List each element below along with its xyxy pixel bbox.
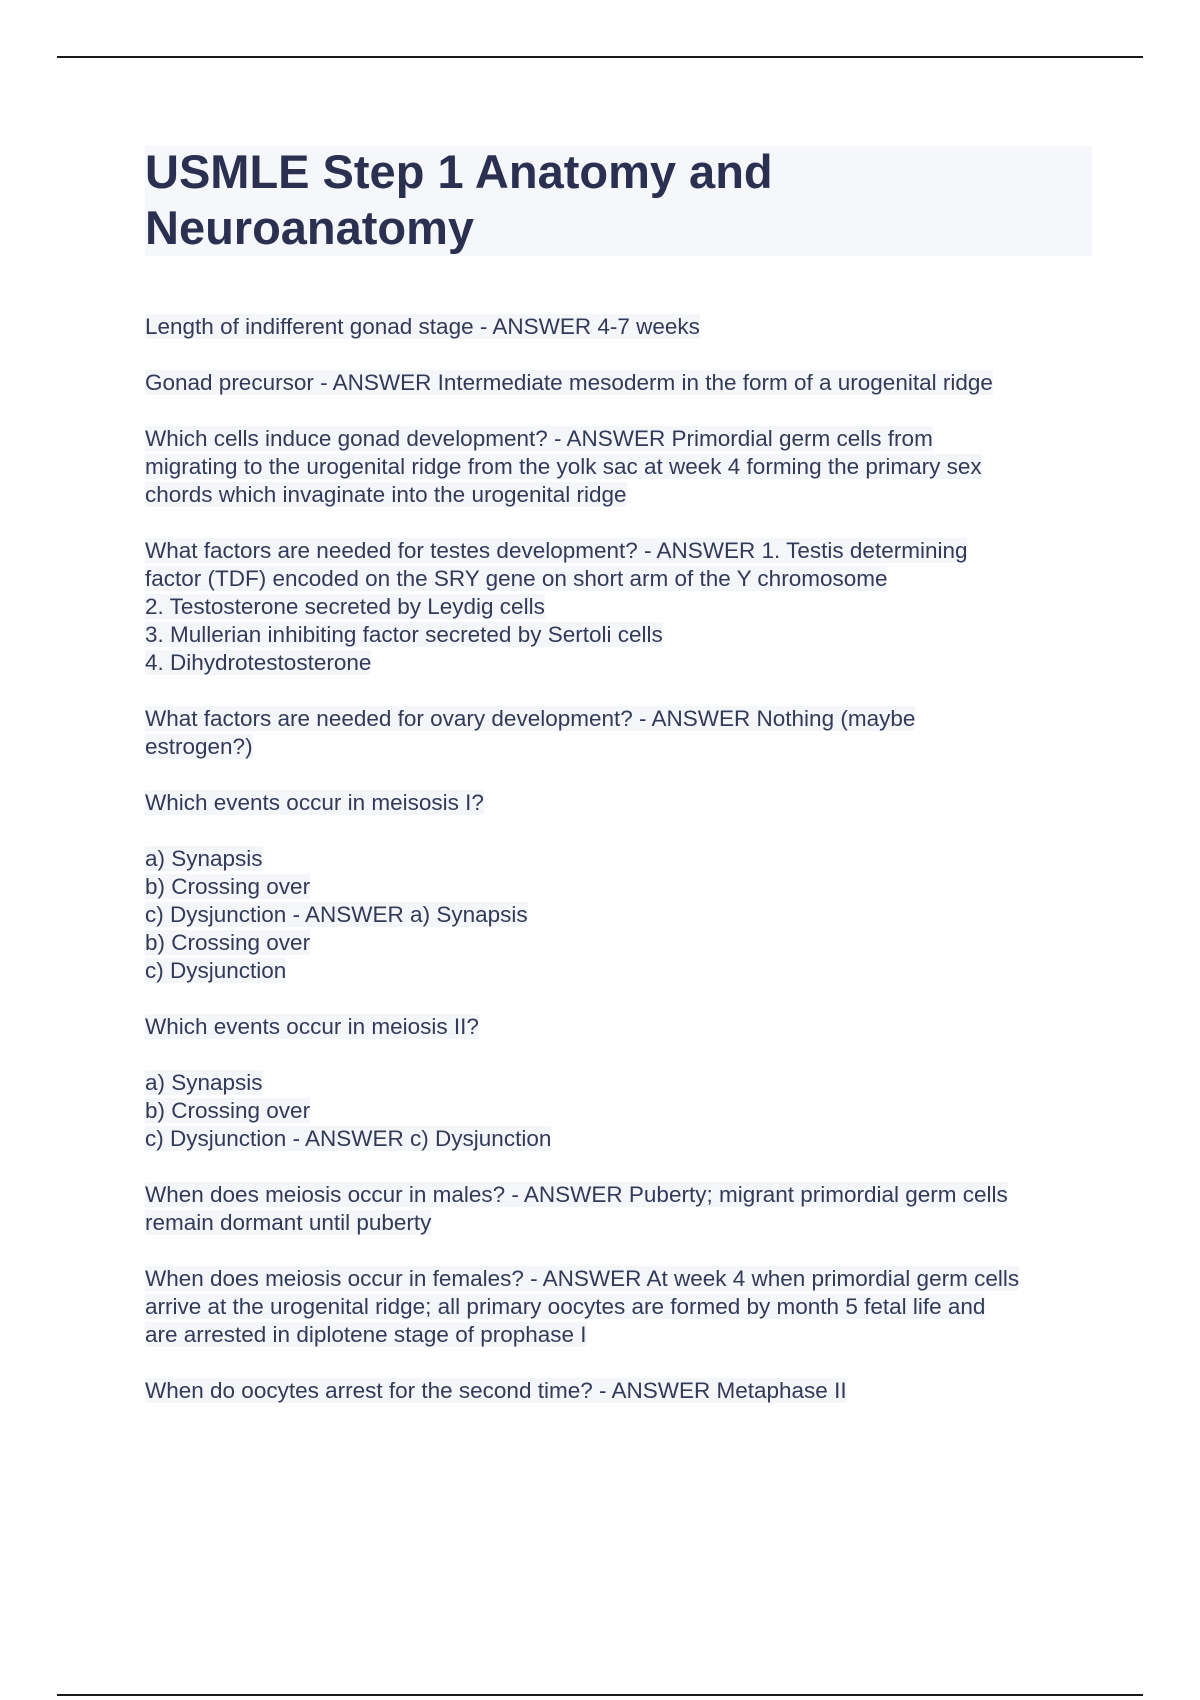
- qa-entry: [145, 1377, 1092, 1405]
- qa-entry: [145, 425, 1092, 509]
- qa-text: Gonad precursor - ANSWER Intermediate mesoderm in the form of a urogenital ridge: [145, 370, 993, 395]
- qa-text: What factors are needed for ovary development? - ANSWER Nothing (maybe estrogen?): [145, 706, 916, 759]
- title-block: [145, 146, 1092, 256]
- qa-text: Which events occur in meisosis I?: [145, 790, 484, 815]
- qa-text: a) Synapsis b) Crossing over c) Dysjunction - ANSWER c) Dysjunction: [145, 1070, 552, 1151]
- qa-entry: [145, 845, 1092, 985]
- qa-text: a) Synapsis b) Crossing over c) Dysjunction - ANSWER a) Synapsis b) Crossing over c) Dysjunction: [145, 846, 528, 983]
- qa-entry: [145, 537, 1092, 677]
- bottom-rule: [57, 1694, 1143, 1696]
- document-title: USMLE Step 1 Anatomy and Neuroanatomy: [145, 145, 773, 254]
- qa-text: What factors are needed for testes development? - ANSWER 1. Testis determining factor (TDF) encoded on the SRY gene on short arm of the Y chromosome 2. Testosterone secreted by Leydig cells 3. Mullerian inhibiting factor secreted by Sertoli cells 4. Dihydrotestosterone: [145, 538, 968, 675]
- document-body: [145, 146, 1092, 1433]
- qa-entry: [145, 369, 1092, 397]
- qa-entry: [145, 1265, 1092, 1349]
- qa-text: Which events occur in meiosis II?: [145, 1014, 479, 1039]
- qa-entry: [145, 1069, 1092, 1153]
- qa-text: When do oocytes arrest for the second time? - ANSWER Metaphase II: [145, 1378, 847, 1403]
- qa-text: When does meiosis occur in females? - ANSWER At week 4 when primordial germ cells arrive at the urogenital ridge; all primary oocytes are formed by month 5 fetal life and are arrested in diplotene stage of prophase I: [145, 1266, 1020, 1347]
- top-rule: [57, 56, 1143, 58]
- qa-entry: [145, 1013, 1092, 1041]
- qa-entry: [145, 1181, 1092, 1237]
- qa-entry: [145, 313, 1092, 341]
- qa-entry: [145, 705, 1092, 761]
- qa-text: Which cells induce gonad development? - ANSWER Primordial germ cells from migrating to the urogenital ridge from the yolk sac at week 4 forming the primary sex chords which invaginate into the urogenital ridge: [145, 426, 982, 507]
- qa-text: When does meiosis occur in males? - ANSWER Puberty; migrant primordial germ cells remain dormant until puberty: [145, 1182, 1008, 1235]
- qa-text: Length of indifferent gonad stage - ANSWER 4-7 weeks: [145, 314, 700, 339]
- qa-entry: [145, 789, 1092, 817]
